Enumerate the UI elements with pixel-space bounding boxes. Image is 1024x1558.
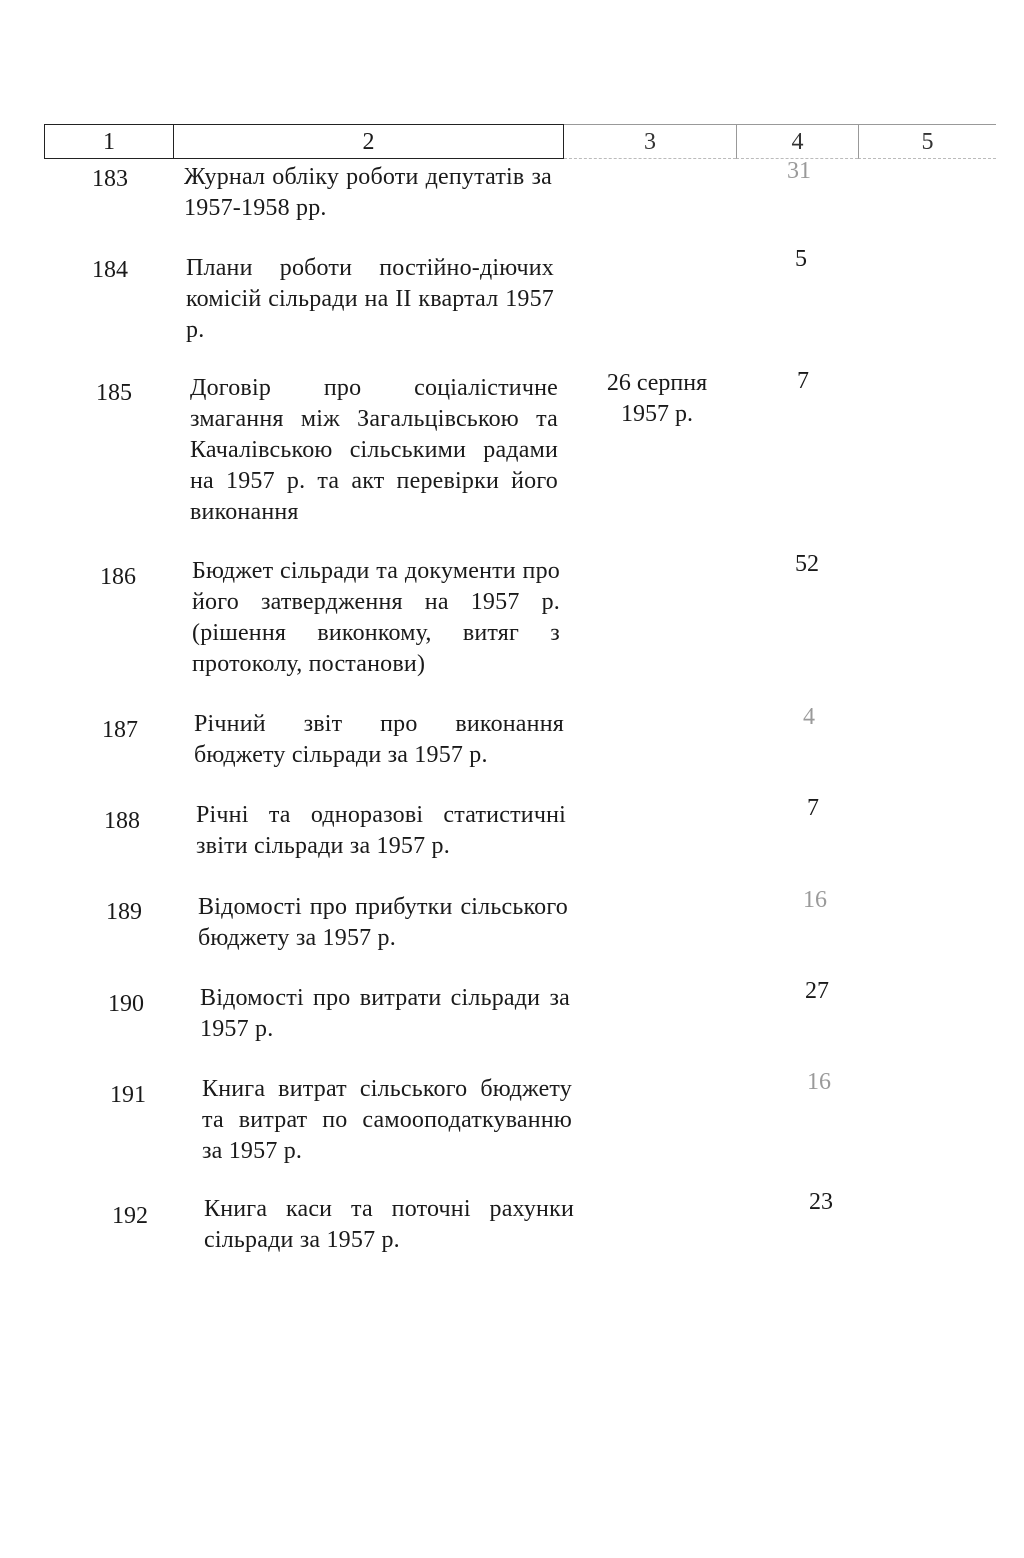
record-title: Книга каси та поточні рахунки сільради за 1957 р. xyxy=(204,1196,574,1253)
record-number: 185 xyxy=(96,380,132,406)
record-title: Договір про соціалістичне змагання між Загальцівською та Качалівською сільськими радами на 1957 р. та акт перевірки його виконання xyxy=(190,375,558,525)
record-number: 190 xyxy=(108,991,144,1017)
table-header-row xyxy=(0,124,1024,160)
record-number: 184 xyxy=(92,257,128,283)
record-sheets: 52 xyxy=(795,551,819,577)
record-title: Річні та одноразові статистичні звіти сільради за 1957 р. xyxy=(196,802,566,859)
record-sheets: 16 xyxy=(807,1069,831,1095)
record-number: 189 xyxy=(106,899,142,925)
record-title: Бюджет сільради та документи про його затвердження на 1957 р. (рішення виконкому, витяг з протоколу, постанови) xyxy=(192,558,560,677)
record-number: 183 xyxy=(92,166,128,192)
record-sheets: 16 xyxy=(803,887,827,913)
record-date: 26 серпня 1957 р. xyxy=(606,370,708,427)
record-title: Журнал обліку роботи депутатів за 1957-1958 рр. xyxy=(184,164,552,221)
record-number: 188 xyxy=(104,808,140,834)
record-sheets: 7 xyxy=(807,795,819,821)
record-number: 192 xyxy=(112,1203,148,1229)
column-header-4: 4 xyxy=(736,124,858,159)
column-header-3: 3 xyxy=(564,124,736,159)
record-title: Річний звіт про виконання бюджету сільради за 1957 р. xyxy=(194,711,564,768)
record-title: Відомості про прибутки сільського бюджету за 1957 р. xyxy=(198,894,568,951)
record-number: 187 xyxy=(102,717,138,743)
record-title: Плани роботи постійно-діючих комісій сільради на ІІ квартал 1957 р. xyxy=(186,255,554,343)
record-sheets: 31 xyxy=(787,158,811,184)
record-sheets: 7 xyxy=(797,368,809,394)
record-number: 191 xyxy=(110,1082,146,1108)
record-title: Книга витрат сільського бюджету та витрат по самооподаткуванню за 1957 р. xyxy=(202,1076,572,1164)
record-sheets: 27 xyxy=(805,978,829,1004)
record-sheets: 23 xyxy=(809,1189,833,1215)
record-sheets: 4 xyxy=(803,704,815,730)
column-header-2: 2 xyxy=(174,124,564,159)
column-header-5: 5 xyxy=(858,124,996,159)
record-title: Відомості про витрати сільради за 1957 р. xyxy=(200,985,570,1042)
column-header-1: 1 xyxy=(44,124,174,159)
record-number: 186 xyxy=(100,564,136,590)
record-sheets: 5 xyxy=(795,246,807,272)
